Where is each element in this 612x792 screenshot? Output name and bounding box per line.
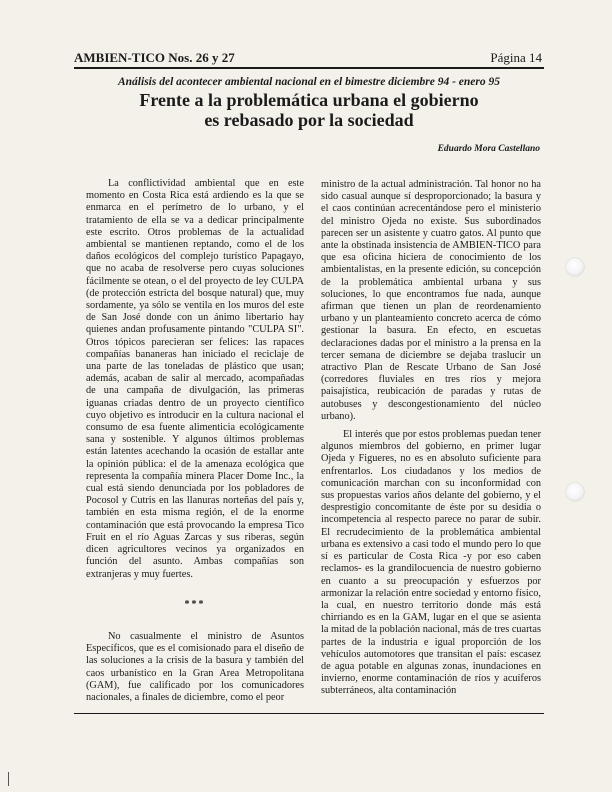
paragraph: ministro de la actual administración. Tal honor no ha sido casual aunque sí desproporcionado; la basura y el caos continúan acrecentándose pero el ministerio del ministro Ojeda no existe. Sus subordinados parecen ser un asistente y cuatro gatos. Al punto que ante la obstinada insistencia de AMBIEN-TICO para que esa oficina hiciera de conocimiento de los ambientalistas, en la presente edición, su concepción de la problemática ambiental urbana y sus soluciones, lo que encontramos fue nada, aunque afirman que tienen un plan de reordenamiento urbano y un planteamiento concreto acerca de cómo gestionar la basura. En efecto, en escuetas declaraciones dadas por el ministro a la prensa en la tercer semana de diciembre se dejaba traslucir un atractivo Plan de Rescate Urbano de San José (corredores fluviales en tres ríos y mejora paisajística, reubicación de paradas y rutas de autobuses y descongestionamiento del núcleo urbano). [321,179,541,422]
headline-line-2: es rebasado por la sociedad [204,110,414,130]
left-column [86,178,304,704]
article-kicker: Análisis del acontecer ambiental nacional en el bimestre diciembre 94 - enero 95 [117,76,501,88]
article-headline [74,90,544,130]
scan-mark [8,772,15,786]
paragraph: El interés que por estos problemas puedan tener algunos miembros del gobierno, en primer lugar Ojeda y Figueres, no es en absoluto suficiente para enfrentarlos. Los ciudadanos y los medios de comunicación marchan con su inconformidad con sus propuestas varios años delante del gobierno, y el desprestigio concomitante de éste por su desidia o incompetencia al respecto parece no parar de subir. El recrudecimiento de la problemática ambiental urbana es extensivo a casi todo el mundo pero lo que sí es particular de Costa Rica -y por eso caben reclamos- es la grandilocuencia de nuestro gobierno en cuanto a su preocupación y esfuerzos por armonizar la relación entre sociedad y entorno físico, la cual, en nuestro territorio donde más está chirriando es en la GAM, lugar en el que se asienta la mitad de la población nacional, más de tres cuartas partes de la industria e igual proporción de los vehículos automotores que transitan el país: escasez de agua potable en algunas zonas, inundaciones en invierno, enorme contaminación de ríos y acuíferos subterráneos, alta contaminación [321,429,541,697]
punch-hole [566,258,584,276]
right-column [321,179,541,698]
footer-rule [74,713,544,714]
section-separator: *** [184,598,206,610]
article-byline: Eduardo Mora Castellano [437,144,540,154]
publication-title: AMBIEN-TICO Nos. 26 y 27 [74,50,235,65]
headline-line-1: Frente a la problemática urbana el gobierno [139,90,479,110]
page-header [74,50,542,66]
punch-hole [566,483,584,501]
paragraph: No casualmente el ministro de Asuntos Específicos, que es el comisionado para el diseño de las soluciones a la crisis de la basura y también del caos urbanístico en la Gran Area Metropolitana (GAM), fue calificado por los comunicadores nacionales, a finales de diciembre, como el peor [86,630,304,703]
paragraph: La conflictividad ambiental que en este momento en Costa Rica está ardiendo es la que se enmarca en el perímetro de lo urbano, y el tratamiento de ella se va a dedicar principalmente este escrito. Otros problemas de la actualidad ambiental se mantienen reptando, como el de los daños ecológicos del complejo turístico Papagayo, que no acaba de resolverse pero cuyas soluciones fácilmente se otean, o el del proyecto de ley CULPA (de protección estricta del bosque natural) que, muy sordamente, ya sólo se ventila en los muros del este de San José donde con un ánimo libertario hay quienes andan profusamente pintando "CULPA SI". Otros tópicos parecieran ser felices: las rapaces compañías bananeras han iniciado el reciclaje de una parte de las toneladas de plástico que usan; además, acaban de salir al mercado, acompañadas de una campaña de divulgación, las primeras iguanas criadas dentro de un proyecto científico cuyo objetivo es introducir en la cultura nacional el consumo de esa fuente alimenticia ecológicamente sana y sostenible. Y algunos últimos problemas están latentes acechando la ocasión de estallar ante la opinión pública: el de la amenaza ecológica que representa la compañía minera Placer Dome Inc., la cual está siendo denunciada por los pobladores de Pocosol y Cutris en las llanuras norteñas del país y, también en esta misma región, el de la enorme contaminación que está provocando la empresa Tico Fruit en el río Aguas Zarcas y sus riberas, según dicen agricultores vecinos ya organizados en función del asunto. Ambas compañías son extranjeras y muy fuertes. [86,178,304,580]
header-rule [74,67,544,69]
page-number: Página 14 [490,50,542,65]
